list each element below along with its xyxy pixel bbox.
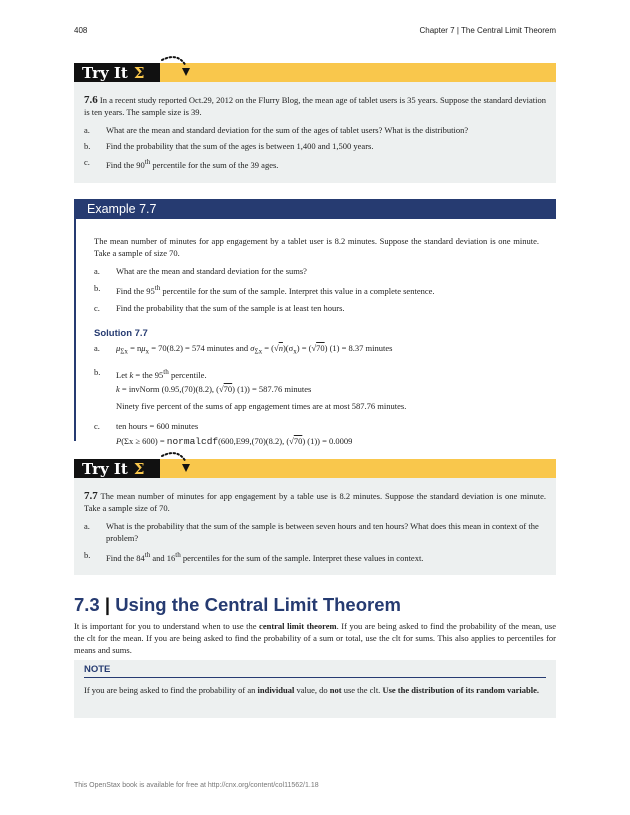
tryit-items [84, 520, 546, 564]
tryit-box-7-6 [74, 82, 556, 183]
question-text: In a recent study reported Oct.29, 2012 on the Flurry Blog, the mean age of tablet users is 35 years. Suppose the standard deviation is ten years. The sample size is 39. [84, 95, 547, 117]
list-item [84, 156, 546, 171]
item-marker: a. [84, 125, 90, 135]
solution-title: Solution 7.7 [94, 327, 148, 339]
chapter-header: Chapter 7 | The Central Limit Theorem [419, 26, 556, 35]
solution-c [94, 420, 539, 448]
tryit-question [84, 490, 546, 514]
solution-a-text: $\mu_{\Sigma x} = n\mu_x = 70(8.2) = 574$ minutes and $\sigma_{\Sigma x} = (√n)(\sigma_x) = (√70) (1) = 8.37$ minutes [116, 342, 393, 356]
sigma-icon: Σ [133, 459, 145, 478]
question-number: 7.6 [84, 94, 98, 106]
item-marker: b. [94, 283, 101, 293]
item-text: Find the probability that the sum of the ages is between 1,400 and 1,500 years. [106, 141, 374, 151]
tryit-label-text: Try It [82, 459, 128, 478]
section-title: 7.3 | Using the Central Limit Theorem [74, 594, 401, 615]
item-text: Find the 84th and 16th percentiles for the sum of the sample. Interpret these values in context. [106, 551, 424, 563]
solution-items [94, 342, 539, 449]
list-item [94, 282, 539, 297]
list-item [94, 302, 539, 314]
example-body [74, 219, 556, 448]
tryit-items [84, 124, 546, 171]
tryit-banner-label [74, 63, 160, 82]
item-marker: a. [94, 266, 100, 276]
item-text: Find the probability that the sum of the sample is at least ten hours. [116, 302, 345, 313]
dotted-arrow-icon [158, 448, 194, 478]
solution-c-text: ten hours = 600 minutes P(Σx ≥ 600) = normalcdf(600,E99,(70)(8.2), (√70) (1)) = 0.0009 [116, 421, 353, 448]
dotted-arrow-icon [158, 52, 194, 82]
item-text: Find the 90th percentile for the sum of the 39 ages. [106, 158, 279, 170]
section-paragraph: It is important for you to understand when to use the central limit theorem. If you are being asked to find the probability of the mean, use the clt for the mean. If you are being asked to find the probability of a sum or total, use the clt for sums. This also applies to percentiles for means and sums. [74, 621, 557, 655]
list-item [84, 520, 546, 544]
example-intro: The mean number of minutes for app engagement by a tablet user is 8.2 minutes. Suppose the standard deviation is one minute. Take a sample of size 70. [94, 236, 539, 258]
item-text: What is the probability that the sum of the sample is between seven hours and ten hours? What does this mean in context of the problem? [106, 521, 539, 543]
example-items [94, 265, 539, 314]
item-text: What are the mean and standard deviation for the sums? [116, 266, 307, 276]
page-number: 408 [74, 26, 88, 35]
item-marker: a. [84, 521, 90, 531]
list-item [84, 140, 546, 152]
item-text: Find the 95th percentile for the sum of the sample. Interpret this value in a complete sentence. [116, 284, 435, 296]
question-number: 7.7 [84, 490, 98, 502]
list-item [84, 124, 546, 136]
item-marker: b. [94, 366, 101, 377]
sigma-icon: Σ [133, 63, 145, 82]
tryit-box-7-7 [74, 478, 556, 575]
item-marker: a. [94, 342, 100, 353]
solution-b [94, 366, 539, 413]
tryit-banner-label [74, 459, 160, 478]
example-title: Example 7.7 [87, 202, 157, 216]
solution-a [94, 342, 539, 358]
item-text: What are the mean and standard deviation for the sum of the ages of tablet users? What is the distribution? [106, 125, 469, 135]
list-item [94, 265, 539, 277]
item-marker: c. [94, 421, 100, 432]
item-marker: c. [94, 302, 100, 313]
solution-b-text: Let k = the 95th percentile. k = invNorm (0.95,(70)(8.2), (√70) (1)) = 587.76 minutes Ninety five percent of the sums of app engagement times are at most 587.76 minutes. [116, 367, 407, 412]
question-text: The mean number of minutes for app engagement by a table use is 8.2 minutes. Suppose the standard deviation is one minute. Take a sample size of 70. [84, 491, 546, 513]
note-heading: NOTE [84, 664, 111, 675]
note-text: If you are being asked to find the probability of an individual value, do not use the clt. Use the distribution of its random variable. [84, 685, 539, 695]
item-marker: c. [84, 157, 90, 167]
tryit-question [84, 94, 546, 118]
page-footer: This OpenStax book is available for free at http://cnx.org/content/col11562/1.18 [74, 782, 319, 789]
note-box [74, 660, 556, 718]
tryit-label-text: Try It [82, 63, 128, 82]
item-marker: b. [84, 550, 91, 560]
item-marker: b. [84, 141, 91, 151]
example-header [74, 199, 556, 219]
list-item [84, 549, 546, 564]
